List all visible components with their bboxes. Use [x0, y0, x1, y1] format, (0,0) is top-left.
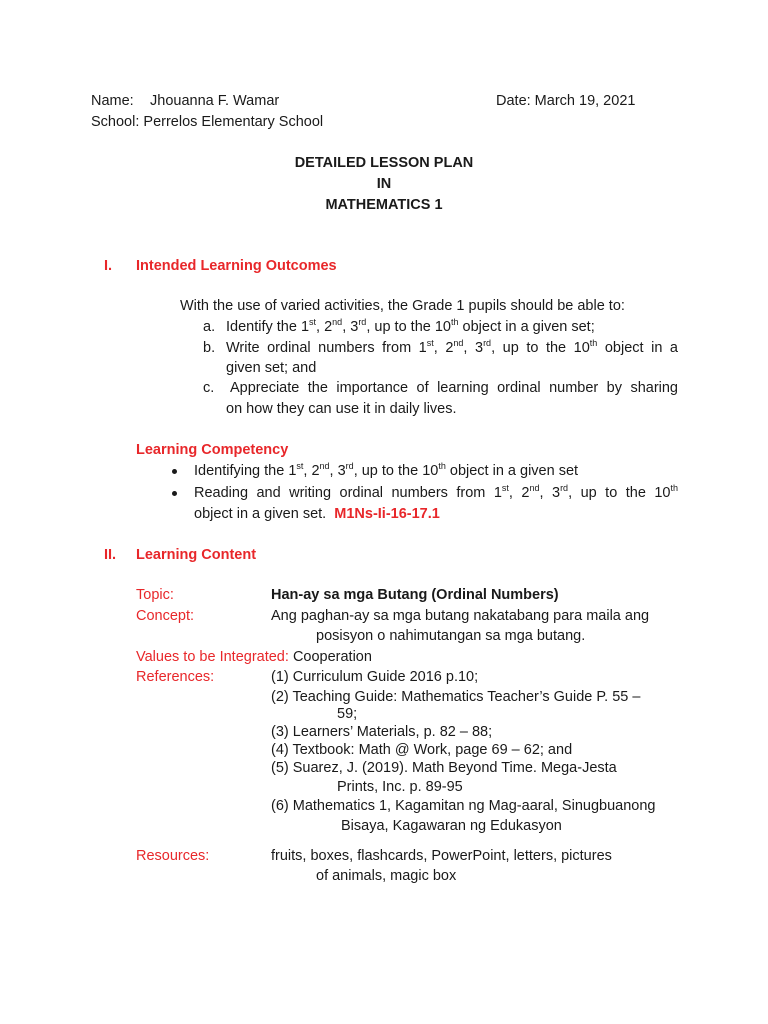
name-value: Jhouanna F. Wamar [150, 93, 280, 109]
concept-line-2: posisyon o nahimutangan sa mga butang. [316, 628, 586, 644]
objective-b-line-2: given set; and [226, 360, 317, 376]
topic-value: Han-ay sa mga Butang (Ordinal Numbers) [271, 587, 559, 603]
objectives-intro: With the use of varied activities, the Grade 1 pupils should be able to: [180, 298, 625, 314]
title-line-1: DETAILED LESSON PLAN [294, 155, 474, 171]
objective-marker: a. [203, 319, 216, 335]
section-1-heading: Intended Learning Outcomes [136, 258, 337, 274]
name-label: Name: [91, 93, 134, 109]
competency-2-line-1: Reading and writing ordinal numbers from 1st, 2nd, 3rd, up to the 10th [194, 483, 678, 501]
objective-b-line-1: Write ordinal numbers from 1st, 2nd, 3rd, up to the 10th object in a [226, 338, 678, 356]
reference-item: Prints, Inc. p. 89-95 [337, 779, 463, 795]
reference-item: (3) Learners’ Materials, p. 82 – 88; [271, 724, 493, 740]
objective-marker: b. [203, 340, 216, 356]
competency-1-line-1: Identifying the 1st, 2nd, 3rd, up to the 10th object in a given set [194, 461, 579, 479]
resources-line-2: of animals, magic box [316, 868, 457, 884]
objective-marker: c. [203, 380, 215, 396]
objective-c-line-2: on how they can use it in daily lives. [226, 401, 457, 417]
bullet-icon [172, 469, 177, 474]
competency-code: M1Ns-Ii-16-17.1 [334, 506, 440, 522]
values-value: Cooperation [292, 649, 372, 665]
reference-item: (1) Curriculum Guide 2016 p.10; [271, 669, 479, 685]
resources-line-1: fruits, boxes, flashcards, PowerPoint, letters, pictures [271, 848, 612, 864]
values-row [136, 649, 372, 665]
reference-item: (5) Suarez, J. (2019). Math Beyond Time. Mega-Jesta [271, 760, 617, 776]
competency-2-line-2-text: object in a given set. [194, 506, 327, 522]
concept-line-1: Ang paghan-ay sa mga butang nakatabang para maila ang [271, 608, 650, 624]
section-1-numeral: I. [104, 258, 113, 274]
title-line-3: MATHEMATICS 1 [325, 197, 443, 213]
objective-a-line-1: Identify the 1st, 2nd, 3rd, up to the 10th object in a given set; [226, 317, 595, 335]
reference-item: (4) Textbook: Math @ Work, page 69 – 62; and [271, 742, 573, 758]
bullet-icon [172, 491, 177, 496]
topic-label: Topic: [136, 587, 174, 603]
objective-c-line-1: Appreciate the importance of learning ordinal number by sharing [230, 380, 678, 396]
section-2-heading: Learning Content [136, 547, 257, 563]
section-2-numeral: II. [104, 547, 117, 563]
school: School: Perrelos Elementary School [91, 114, 324, 130]
competency-2-line-2 [194, 506, 440, 522]
title-line-2: IN [376, 176, 392, 192]
concept-label: Concept: [136, 608, 195, 624]
competency-heading: Learning Competency [136, 442, 289, 458]
reference-item: (6) Mathematics 1, Kagamitan ng Mag-aaral, Sinugbuanong [271, 798, 656, 814]
reference-item: Bisaya, Kagawaran ng Edukasyon [341, 818, 562, 834]
resources-label: Resources: [136, 848, 210, 864]
date: Date: March 19, 2021 [496, 93, 636, 109]
references-label: References: [136, 669, 215, 685]
values-label: Values to be Integrated: [136, 649, 289, 665]
reference-item: 59; [337, 706, 358, 722]
reference-item: (2) Teaching Guide: Mathematics Teacher’s Guide P. 55 – [271, 689, 641, 705]
